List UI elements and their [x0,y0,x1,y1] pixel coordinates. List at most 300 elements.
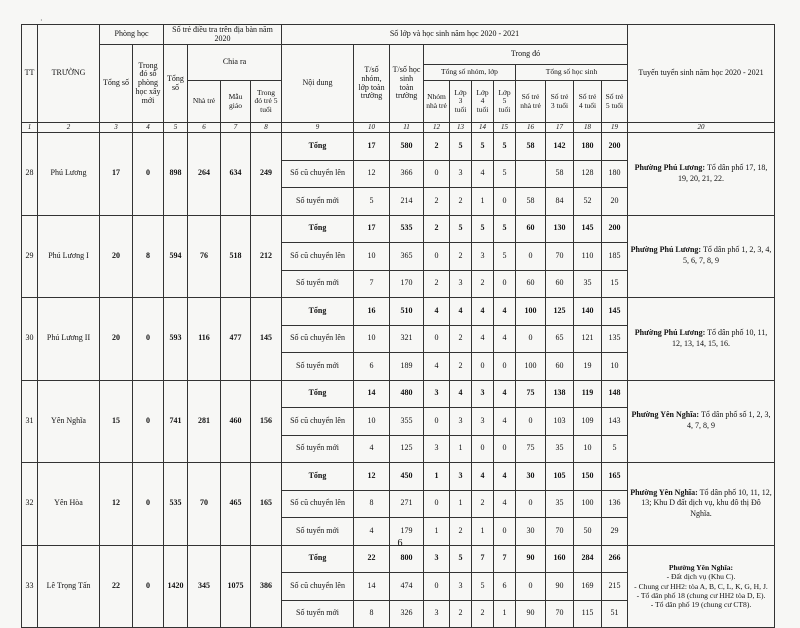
stat-cell: 143 [602,408,628,436]
stat-cell: 160 [546,545,574,573]
children-nursery: 70 [188,463,221,546]
stat-cell: 580 [390,133,424,161]
stat-cell: 1 [494,600,516,628]
row-label: Số tuyển mới [282,353,354,381]
column-number: 13 [450,123,472,133]
row-label: Tổng [282,380,354,408]
column-number: 1 [22,123,38,133]
stat-cell: 0 [494,188,516,216]
note-ward-title: Phường Yên Nghĩa: [668,562,734,572]
stat-cell: 5 [472,133,494,161]
column-number: 18 [574,123,602,133]
stat-cell: 5 [354,188,390,216]
stat-cell: 3 [450,463,472,491]
column-number: 17 [546,123,574,133]
stat-cell: 271 [390,490,424,518]
children-kindergarten: 477 [221,298,251,381]
note-ward-title: Phường Phú Lương: [634,162,706,172]
stat-cell: 10 [354,325,390,353]
stat-cell: 125 [390,435,424,463]
stat-cell: 1 [472,188,494,216]
rooms-new: 0 [133,463,164,546]
stat-cell: 30 [516,463,546,491]
column-number: 10 [354,123,390,133]
stat-cell: 58 [516,133,546,161]
header-tuyen-sinh: Tuyến tuyển sinh năm học 2020 - 2021 [628,25,775,123]
stat-cell: 535 [390,215,424,243]
enrollment-route-note [628,463,775,546]
rooms-total: 12 [100,463,133,546]
stat-cell: 321 [390,325,424,353]
note-ward-title: Phường Phú Lương: [634,327,706,337]
stat-cell: 5 [494,243,516,271]
stat-cell: 800 [390,545,424,573]
note-text: Tổ dân phố 17, 18, 19, 20, 21, 22. [678,162,768,183]
note-text: Tổ dân phố 10, 11, 12, 13, 14, 15, 16. [672,327,768,348]
children-nursery: 281 [188,380,221,463]
stat-cell: 2 [450,188,472,216]
stat-cell: 5 [494,215,516,243]
children-5yo: 165 [251,463,282,546]
row-label: Số cũ chuyển lên [282,408,354,436]
stat-cell: 105 [546,463,574,491]
stat-cell: 5 [494,133,516,161]
header-noi-dung: Nội dung [282,45,354,123]
stat-cell: 100 [574,490,602,518]
stat-cell: 169 [574,573,602,601]
stat-cell: 0 [516,325,546,353]
school-name: Lê Trọng Tấn [38,545,100,628]
header-so-tre-dieu-tra: Số trẻ điều tra trên địa bàn năm 2020 [164,25,282,45]
rooms-total: 22 [100,545,133,628]
children-total: 535 [164,463,188,546]
column-number: 14 [472,123,494,133]
stat-cell: 0 [472,435,494,463]
stat-cell: 35 [574,270,602,298]
stat-cell: 10 [574,435,602,463]
children-5yo: 212 [251,215,282,298]
stat-cell: 6 [494,573,516,601]
stat-cell: 1 [450,490,472,518]
stat-cell: 3 [424,435,450,463]
row-label: Số cũ chuyển lên [282,573,354,601]
column-number: 4 [133,123,164,133]
stat-cell: 6 [354,353,390,381]
stat-cell: 109 [574,408,602,436]
table-body [22,133,775,628]
stat-cell: 4 [450,380,472,408]
header-tt: TT [22,25,38,123]
stat-cell: 14 [354,573,390,601]
school-tt: 31 [22,380,38,463]
stat-cell: 4 [472,160,494,188]
stat-cell: 10 [354,408,390,436]
stat-cell: 60 [546,353,574,381]
stat-cell: 8 [354,490,390,518]
note-text: Tổ dân phố số 1, 2, 3, 4, 7, 8, 9 [687,410,771,431]
scan-mark: · [40,16,43,25]
rooms-total: 17 [100,133,133,216]
stat-cell: 4 [494,408,516,436]
children-total: 1420 [164,545,188,628]
enrollment-route-note [628,215,775,298]
stat-cell: 4 [450,298,472,326]
stat-cell: 0 [472,353,494,381]
stat-cell: 3 [424,545,450,573]
rooms-new: 0 [133,380,164,463]
rooms-new: 8 [133,215,164,298]
stat-cell: 4 [494,380,516,408]
row-label: Tổng [282,298,354,326]
stat-cell: 128 [574,160,602,188]
stat-cell: 2 [450,325,472,353]
stat-cell: 474 [390,573,424,601]
school-name: Yên Nghĩa [38,380,100,463]
stat-cell: 3 [450,573,472,601]
stat-cell: 35 [546,435,574,463]
stat-cell: 35 [546,490,574,518]
stat-cell: 0 [516,573,546,601]
stat-cell: 17 [354,215,390,243]
stat-cell: 284 [574,545,602,573]
stat-cell: 0 [424,490,450,518]
stat-cell: 4 [494,490,516,518]
stat-cell: 2 [472,600,494,628]
stat-cell: 0 [516,490,546,518]
header-chia-ra: Chia ra [188,45,282,81]
stat-cell: 450 [390,463,424,491]
stat-cell: 2 [450,518,472,546]
stat-cell: 1 [424,518,450,546]
stat-cell: 326 [390,600,424,628]
stat-cell: 4 [494,463,516,491]
stat-cell: 130 [546,215,574,243]
stat-cell: 4 [354,435,390,463]
stat-cell: 5 [494,160,516,188]
row-label: Số tuyển mới [282,270,354,298]
rooms-total: 20 [100,215,133,298]
stat-cell: 135 [602,325,628,353]
stat-cell: 5 [450,215,472,243]
stat-cell: 2 [424,133,450,161]
children-nursery: 264 [188,133,221,216]
stat-cell: 480 [390,380,424,408]
header-ts-nhom-lop: T/số nhóm, lớp toàn trường [354,45,390,123]
stat-cell: 52 [574,188,602,216]
stat-cell: 7 [472,545,494,573]
stat-cell: 22 [354,545,390,573]
row-label: Số tuyển mới [282,600,354,628]
stat-cell: 14 [354,380,390,408]
enrollment-route-note [628,133,775,216]
stat-cell: 3 [450,270,472,298]
rooms-total: 15 [100,380,133,463]
header-nhom-nha-tre: Nhóm nhà trẻ [424,81,450,123]
stat-cell: 5 [472,215,494,243]
row-label: Tổng [282,215,354,243]
stat-cell: 8 [354,600,390,628]
stat-cell: 30 [516,518,546,546]
stat-cell [516,160,546,188]
column-number: 7 [221,123,251,133]
school-tt: 29 [22,215,38,298]
children-kindergarten: 634 [221,133,251,216]
header-lop-3-tuoi: Lớp 3 tuổi [450,81,472,123]
children-total: 593 [164,298,188,381]
stat-cell: 70 [546,243,574,271]
stat-cell: 0 [424,160,450,188]
stat-cell: 3 [472,380,494,408]
stat-cell: 3 [424,600,450,628]
stat-cell: 3 [472,408,494,436]
table-row [22,380,775,408]
note-list-item: - Tổ dân phố 19 (chung cư CT8). [650,600,752,610]
stat-cell: 366 [390,160,424,188]
stat-cell: 142 [546,133,574,161]
stat-cell: 5 [472,573,494,601]
header-tre-5-tuoi-count: Số trẻ 5 tuổi [602,81,628,123]
stat-cell: 2 [472,270,494,298]
stat-cell: 365 [390,243,424,271]
column-number: 6 [188,123,221,133]
header-truong: TRƯỜNG [38,25,100,123]
children-nursery: 116 [188,298,221,381]
stat-cell: 75 [516,380,546,408]
stat-cell: 60 [546,270,574,298]
stat-cell: 150 [574,463,602,491]
enrollment-route-note [628,380,775,463]
stat-cell: 179 [390,518,424,546]
column-number: 19 [602,123,628,133]
children-kindergarten: 518 [221,215,251,298]
header-lop-4-tuoi: Lớp 4 tuổi [472,81,494,123]
stat-cell: 2 [424,215,450,243]
stat-cell: 119 [574,380,602,408]
stat-cell: 20 [602,188,628,216]
column-number: 3 [100,123,133,133]
header-tong-nhom-lop: Tổng số nhóm, lớp [424,65,516,81]
page-number: 6 [397,538,403,549]
header-lop-5-tuoi: Lớp 5 tuổi [494,81,516,123]
row-label: Tổng [282,463,354,491]
stat-cell: 200 [602,215,628,243]
row-label: Tổng [282,133,354,161]
stat-cell: 103 [546,408,574,436]
stat-cell: 16 [354,298,390,326]
stat-cell: 58 [546,160,574,188]
table-row [22,215,775,243]
row-label: Số cũ chuyển lên [282,243,354,271]
stat-cell: 148 [602,380,628,408]
stat-cell: 138 [546,380,574,408]
stat-cell: 121 [574,325,602,353]
stat-cell: 90 [546,573,574,601]
row-label: Số tuyển mới [282,188,354,216]
stat-cell: 0 [424,573,450,601]
stat-cell: 2 [450,600,472,628]
stat-cell: 0 [424,243,450,271]
stat-cell: 60 [516,215,546,243]
note-text: Tổ dân phố 1, 2, 3, 4, 5, 6, 7, 8, 9 [683,245,772,266]
header-ts-hoc-sinh: T/số học sinh toàn trường [390,45,424,123]
stat-cell: 0 [494,435,516,463]
header-tre-5-tuoi: Trong đó trẻ 5 tuổi [251,81,282,123]
stat-cell: 7 [494,545,516,573]
stat-cell: 70 [546,518,574,546]
stat-cell: 2 [450,243,472,271]
row-label: Số tuyển mới [282,435,354,463]
note-text: Tổ dân phố 10, 11, 12, 13; Khu D đất dịch vụ, khu đô thị Đô Nghĩa. [641,487,772,519]
stat-cell: 3 [472,243,494,271]
children-kindergarten: 465 [221,463,251,546]
header-tre-3-tuoi: Số trẻ 3 tuổi [546,81,574,123]
column-number: 12 [424,123,450,133]
children-5yo: 249 [251,133,282,216]
row-label: Tổng [282,545,354,573]
stat-cell: 0 [516,243,546,271]
stat-cell: 170 [390,270,424,298]
header-tre-tong-so: Tổng số [164,45,188,123]
stat-cell: 1 [472,518,494,546]
stat-cell: 75 [516,435,546,463]
column-number: 11 [390,123,424,133]
note-list-item: - Chung cư HH2: tòa A, B, C, L, K, G, H, J. [634,581,768,591]
stat-cell: 29 [602,518,628,546]
header-phong-xay-moi: Trong đó số phòng học xây mới [133,45,164,123]
stat-cell: 7 [354,270,390,298]
stat-cell: 0 [494,518,516,546]
children-5yo: 145 [251,298,282,381]
stat-cell: 2 [424,270,450,298]
row-label: Số cũ chuyển lên [282,325,354,353]
stat-cell: 100 [516,353,546,381]
note-ward-title: Phường Yên Nghĩa: [631,410,700,420]
stat-cell: 90 [516,600,546,628]
stat-cell: 110 [574,243,602,271]
rooms-new: 0 [133,298,164,381]
stat-cell: 145 [602,298,628,326]
stat-cell: 136 [602,490,628,518]
stat-cell: 165 [602,463,628,491]
note-ward-title: Phường Yên Nghĩa: [630,487,698,497]
stat-cell: 17 [354,133,390,161]
school-name: Yên Hòa [38,463,100,546]
header-nha-tre: Nhà trẻ [188,81,221,123]
stat-cell: 0 [516,408,546,436]
stat-cell: 180 [602,160,628,188]
stat-cell: 5 [450,133,472,161]
stat-cell: 0 [494,353,516,381]
stat-cell: 10 [354,243,390,271]
stat-cell: 15 [602,270,628,298]
header-tre-4-tuoi: Số trẻ 4 tuổi [574,81,602,123]
stat-cell: 4 [472,463,494,491]
stat-cell: 125 [546,298,574,326]
row-label: Số cũ chuyển lên [282,490,354,518]
rooms-total: 20 [100,298,133,381]
column-number: 2 [38,123,100,133]
stat-cell: 12 [354,463,390,491]
stat-cell: 90 [516,545,546,573]
header-mau-giao: Mẫu giáo [221,81,251,123]
stat-cell: 5 [602,435,628,463]
school-name: Phú Lương I [38,215,100,298]
stat-cell: 3 [450,408,472,436]
stat-cell: 215 [602,573,628,601]
children-total: 594 [164,215,188,298]
stat-cell: 180 [574,133,602,161]
stat-cell: 84 [546,188,574,216]
header-tre-nha-tre: Số trẻ nhà trẻ [516,81,546,123]
stat-cell: 4 [494,298,516,326]
children-5yo: 156 [251,380,282,463]
stat-cell: 0 [424,408,450,436]
stat-cell: 4 [354,518,390,546]
header-trong-do: Trong đó [424,45,628,65]
stat-cell: 355 [390,408,424,436]
stat-cell: 189 [390,353,424,381]
children-nursery: 76 [188,215,221,298]
stat-cell: 70 [546,600,574,628]
children-nursery: 345 [188,545,221,628]
stat-cell: 10 [602,353,628,381]
column-number: 5 [164,123,188,133]
header-phong-hoc: Phòng học [100,25,164,45]
stat-cell: 266 [602,545,628,573]
row-label: Số cũ chuyển lên [282,160,354,188]
stat-cell: 0 [424,325,450,353]
stat-cell: 19 [574,353,602,381]
stat-cell: 3 [424,380,450,408]
column-number-row [22,123,775,133]
stat-cell: 100 [516,298,546,326]
table-row [22,298,775,326]
stat-cell: 214 [390,188,424,216]
stat-cell: 50 [574,518,602,546]
stat-cell: 115 [574,600,602,628]
table-row [22,463,775,491]
stat-cell: 2 [424,188,450,216]
rooms-new: 0 [133,133,164,216]
children-total: 898 [164,133,188,216]
stat-cell: 4 [494,325,516,353]
note-list-item: - Tổ dân phố 18 (chung cư HH2 tòa D, E). [636,590,766,600]
stat-cell: 145 [574,215,602,243]
stat-cell: 65 [546,325,574,353]
column-number: 8 [251,123,282,133]
stat-cell: 200 [602,133,628,161]
stat-cell: 185 [602,243,628,271]
stat-cell: 3 [450,160,472,188]
note-ward-title: Phường Phú Lương: [630,245,702,255]
school-name: Phú Lương II [38,298,100,381]
header-phong-tong-so: Tổng số [100,45,133,123]
stat-cell: 12 [354,160,390,188]
children-total: 741 [164,380,188,463]
stat-cell: 0 [494,270,516,298]
children-kindergarten: 1075 [221,545,251,628]
stat-cell: 140 [574,298,602,326]
school-tt: 32 [22,463,38,546]
stat-cell: 5 [450,545,472,573]
stat-cell: 51 [602,600,628,628]
row-label: Số tuyển mới [282,518,354,546]
header-tong-hoc-sinh: Tổng số học sinh [516,65,628,81]
stat-cell: 510 [390,298,424,326]
column-number: 16 [516,123,546,133]
table-row [22,133,775,161]
school-tt: 33 [22,545,38,628]
